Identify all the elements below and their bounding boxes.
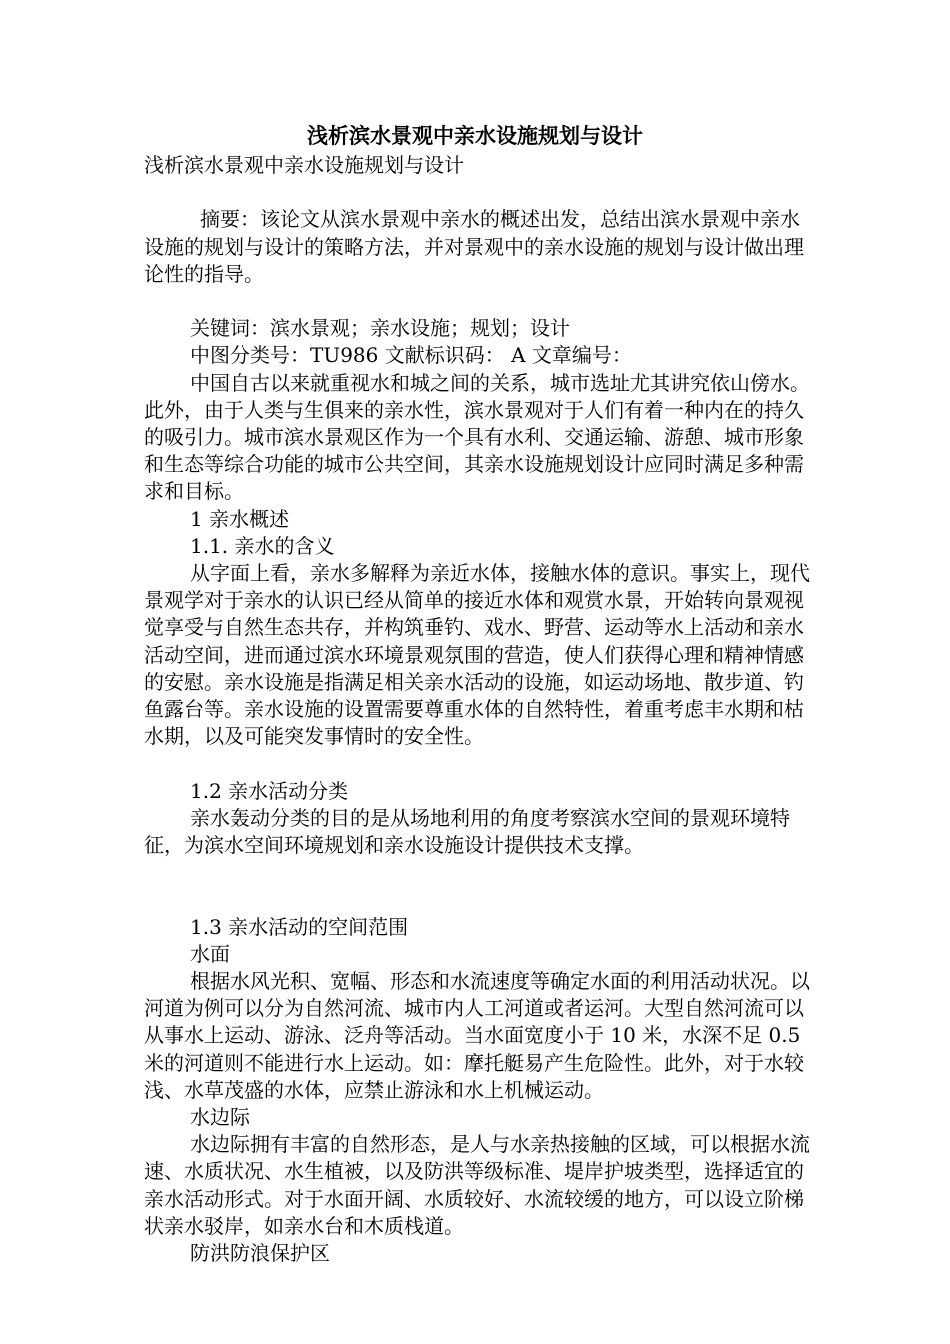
body-paragraph: 亲水轰动分类的目的是从场地利用的角度考察滨水空间的景观环境特征，为滨水空间环境规划和亲水设施设计提供技术支撑。 [144,805,790,858]
blank-line [144,859,814,913]
keywords-line: 关键词：滨水景观；亲水设施；规划；设计 [190,316,570,341]
abstract-paragraph: 摘要：该论文从滨水景观中亲水的概述出发，总结出滨水景观中亲水设施的规划与设计的策略方法，并对景观中的亲水设施的规划与设计做出理论性的指导。 [144,207,804,286]
blank-line [144,179,814,206]
topic-heading: 防洪防浪保护区 [190,1241,330,1266]
body-paragraph: 水边际拥有丰富的自然形态，是人与水亲热接触的区域，可以根据水流速、水质状况、水生植被，以及防洪等级标准、堤岸护坡类型，选择适宜的亲水活动形式。对于水面开阔、水质较好、水流较缓的地方，可以设立阶梯状亲水驳岸，如亲水台和木质栈道。 [144,1132,810,1238]
section-heading: 1 亲水概述 [190,506,290,531]
body-paragraph: 根据水风光积、宽幅、形态和水流速度等确定水面的利用活动状况。以河道为例可以分为自然河流、城市内人工河道或者运河。大型自然河流可以从事水上运动、游泳、泛舟等活动。当水面宽度小于 10 米，水深不足 0.5 米的河道则不能进行水上运动。如：摩托艇易产生危险性。此外，对于水较浅、水草茂盛的水体，应禁止游泳和水上机械运动。 [144,969,810,1102]
classification-line: 中图分类号：TU986 文献标识码： A 文章编号： [190,343,632,368]
blank-line [144,750,814,777]
blank-line [144,288,814,315]
intro-paragraph: 中国自古以来就重视水和城之间的关系，城市选址尤其讲究依山傍水。此外，由于人类与生俱来的亲水性，滨水景观对于人们有着一种内在的持久的吸引力。城市滨水景观区作为一个具有水利、交通运输、游憩、城市形象和生态等综合功能的城市公共空间，其亲水设施规划设计应同时满足多种需求和目标。 [144,370,810,504]
subsection-heading: 1.1. 亲水的含义 [190,533,335,558]
body-paragraph: 从字面上看，亲水多解释为亲近水体，接触水体的意识。事实上，现代景观学对于亲水的认识已经从简单的接近水体和观赏水景，开始转向景观视觉享受与自然生态共存，并构筑垂钓、戏水、野营、运动等水上活动和亲水活动空间，进而通过滨水环境景观氛围的营造，使人们获得心理和精神情感的安慰。亲水设施是指满足相关亲水活动的设施，如运动场地、散步道、钓鱼露台等。亲水设施的设置需要尊重水体的自然特性，着重考虑丰水期和枯水期，以及可能突发事情时的安全性。 [144,561,810,749]
topic-heading: 水面 [190,941,230,966]
document-title: 浅析滨水景观中亲水设施规划与设计 [307,124,643,148]
subsection-heading: 1.2 亲水活动分类 [190,778,349,803]
document-subtitle: 浅析滨水景观中亲水设施规划与设计 [144,153,464,177]
document-body [144,152,814,1267]
subsection-heading: 1.3 亲水活动的空间范围 [190,914,409,939]
topic-heading: 水边际 [190,1105,250,1130]
